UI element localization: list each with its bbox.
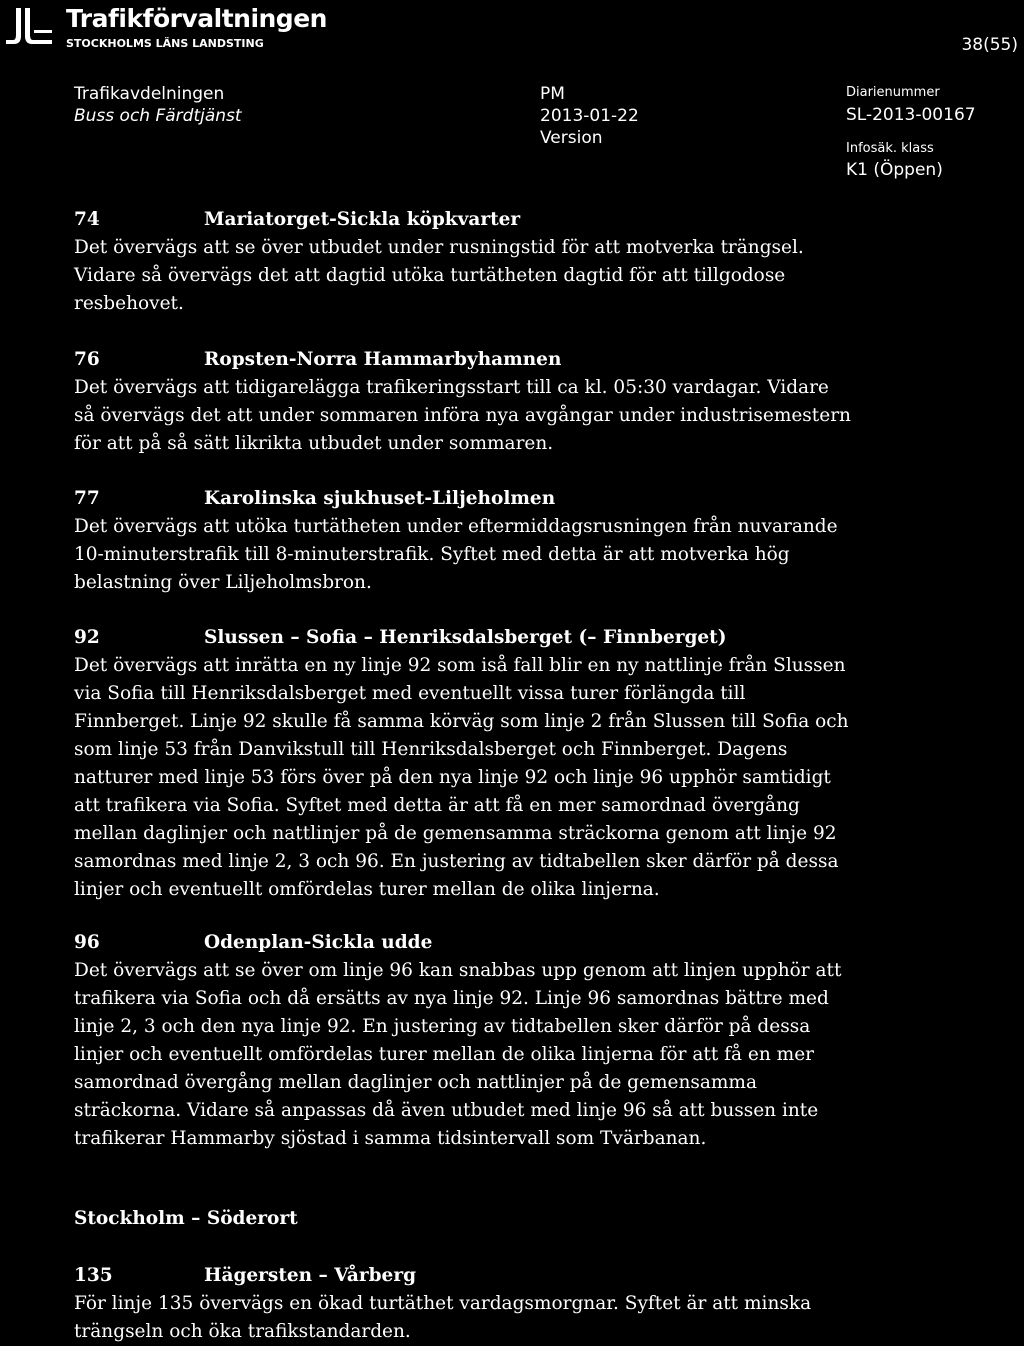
section-body: Det övervägs att se över utbudet under rusningstid för att motverka trängsel. Vidare så övervägs det att dagtid utöka turtätheten dagtid för att tillgodose resbehovet. [74,237,804,314]
section-title: Slussen – Sofia – Henriksdalsberget (– Finnberget) [204,627,727,648]
section-body: För linje 135 övervägs en ökad turtäthet vardagsmorgnar. Syftet är att minska trängseln och öka trafikstandarden. [74,1293,812,1342]
line-number: 76 [74,349,100,370]
infosak-value: K1 (Öppen) [846,160,943,180]
infosak-label: Infosäk. klass [846,141,934,156]
section-body: Det övervägs att se över om linje 96 kan snabbas upp genom att linjen upphör att trafikera via Sofia och då ersätts av nya linje 92. Linje 96 samordnas bättre med linje 2, 3 och den nya linje 92. En justering av tidtabellen sker därför på dessa linjer och eventuellt omfördelas turer mellan de olika linjerna för att få en mer samordnad övergång mellan daglinjer och nattlinjer på de gemensamma sträckorna. Vidare så anpassas då även utbudet med linje 96 så att bussen inte trafikerar Hammarby sjöstad i samma tidsintervall som Tvärbanan. [74,960,842,1149]
section-heading [74,929,854,957]
document-type: PM [540,84,565,104]
organization-logo [4,6,54,48]
diarienummer-label: Diarienummer [846,85,940,100]
line-number: 77 [74,488,100,509]
section-heading [74,624,854,652]
organization-name: Trafikförvaltningen [66,4,327,33]
section-76 [74,346,854,458]
section-96 [74,929,854,1153]
region-heading: Stockholm – Söderort [74,1208,298,1229]
organization-subtitle: STOCKHOLMS LÄNS LANDSTING [66,37,264,50]
section-body: Det övervägs att inrätta en ny linje 92 som iså fall blir en ny nattlinje från Slussen via Sofia till Henriksdalsberget med eventuellt vissa turer förlängda till Finnberget. Linje 92 skulle få samma körväg som linje 2 från Slussen till Sofia och som linje 53 från Danvikstull till Henriksdalsberget och Finnberget. Dagens natturer med linje 53 förs över på den nya linje 92 och linje 96 upphör samtidigt att trafikera via Sofia. Syftet med detta är att få en mer samordnad övergång mellan daglinjer och nattlinjer på de gemensamma sträckorna genom att linje 92 samordnas med linje 2, 3 och 96. En justering av tidtabellen sker därför på dessa linjer och eventuellt omfördelas turer mellan de olika linjerna. [74,655,849,900]
section-body: Det övervägs att utöka turtätheten under eftermiddagsrusningen från nuvarande 10-minuterstrafik till 8-minuterstrafik. Syftet med detta är att motverka hög belastning över Liljeholmsbron. [74,516,838,593]
section-92 [74,624,854,904]
section-135 [74,1262,854,1346]
section-title: Mariatorget-Sickla köpkvarter [204,209,521,230]
version-label: Version [540,128,603,148]
section-title: Ropsten-Norra Hammarbyhamnen [204,349,562,370]
section-74 [74,206,854,318]
line-number: 74 [74,209,100,230]
section-heading [74,1262,854,1290]
page-number: 38(55) [961,35,1018,55]
section-title: Karolinska sjukhuset-Liljeholmen [204,488,556,509]
document-date: 2013-01-22 [540,106,639,126]
unit: Buss och Färdtjänst [74,106,242,126]
section-heading [74,485,854,513]
line-number: 135 [74,1265,113,1286]
section-77 [74,485,854,597]
line-number: 96 [74,932,100,953]
section-title: Odenplan-Sickla udde [204,932,433,953]
department: Trafikavdelningen [74,84,225,104]
section-body: Det övervägs att tidigarelägga trafikeringsstart till ca kl. 05:30 vardagar. Vidare så övervägs det att under sommaren införa nya avgångar under industrisemestern för att på så sätt likrikta utbudet under sommaren. [74,377,851,454]
line-number: 92 [74,627,100,648]
section-heading [74,206,854,234]
section-title: Hägersten – Vårberg [204,1265,417,1286]
section-heading [74,346,854,374]
diarienummer-value: SL-2013-00167 [846,105,976,125]
